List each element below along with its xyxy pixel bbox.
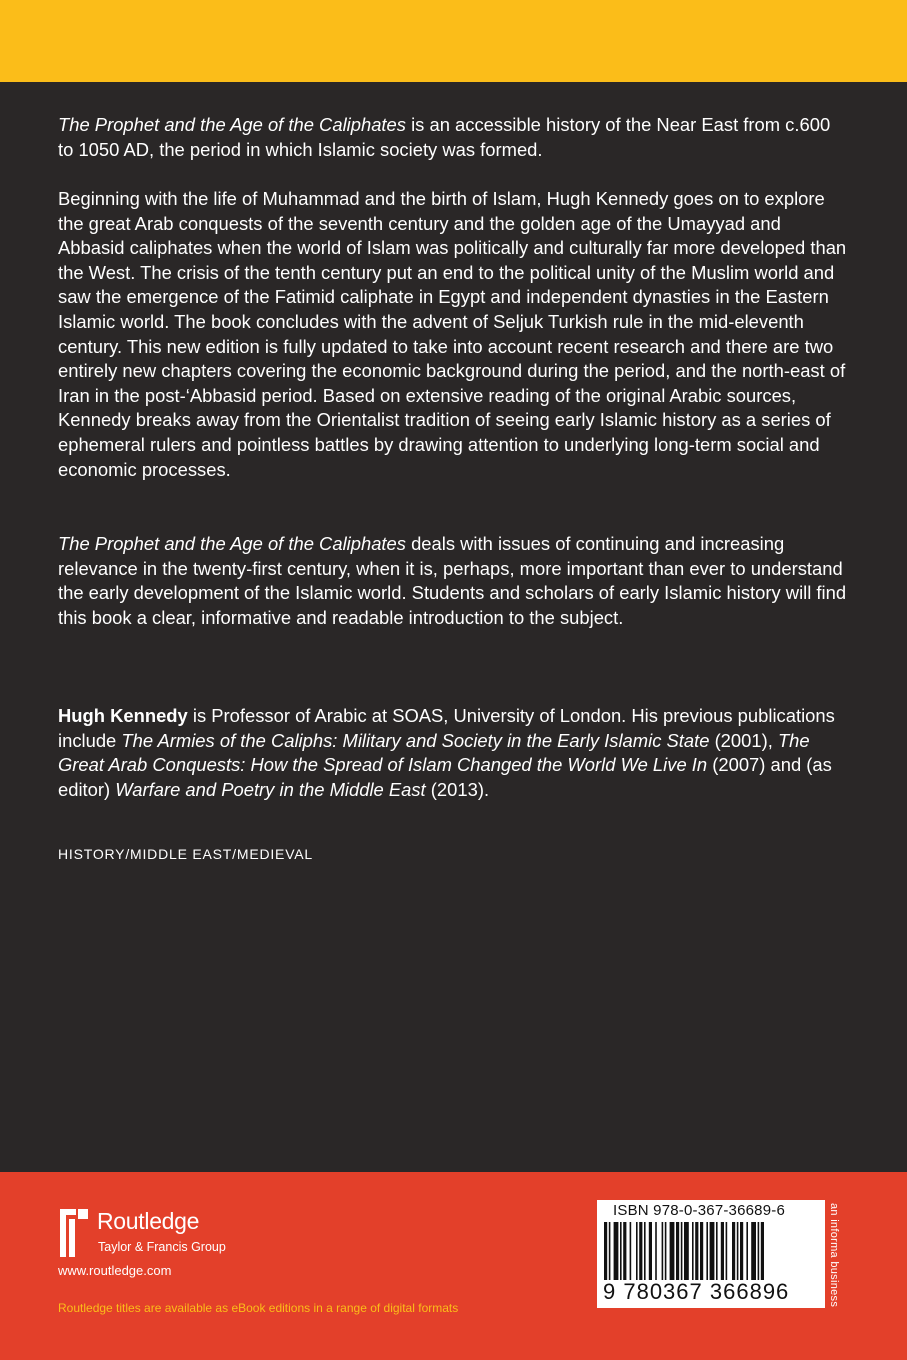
- book-title-italic: The Prophet and the Age of the Caliphates: [58, 533, 406, 554]
- isbn-label: ISBN 978-0-367-36689-6: [613, 1202, 786, 1219]
- bio-book-title: Warfare and Poetry in the Middle East: [115, 778, 426, 800]
- description-text: Beginning with the life of Muhammad and the birth of Islam, Hugh Kennedy goes on to explore the great Arab conquests of the seventh century and the golden age of the Umayyad and Abbasid caliphates when the world of Islam was politically and culturally far more developed than the West. The crisis of the tenth century put an end to the political unity of the Muslim world and saw the emergence of the Fatimid caliphate in Egypt and independent dynasties in the Eastern Islamic world. The book concludes with the advent of Seljuk Turkish rule in the mid-eleventh century. This new edition is fully updated to take into account recent research and there are two entirely new chapters covering the economic background during the period, and the north-east of Iran in the post-‘Abbasid period. Based on extensive reading of the original Arabic sources, Kennedy breaks away from the Orientalist tradition of seeing early Islamic history as a series of ephemeral rulers and pointless battles by drawing attention to underlying long-term social and economic processes.: [58, 188, 847, 480]
- author-bio: [58, 704, 848, 802]
- isbn-barcode-block: [597, 1200, 825, 1308]
- publisher-logo: [58, 1207, 233, 1259]
- ebook-note: Routledge titles are available as eBook editions in a range of digital formats: [58, 1301, 459, 1315]
- description-paragraph-1: [58, 113, 848, 162]
- publisher-name: Routledge: [97, 1208, 200, 1234]
- bio-book-title: The Great Arab Conquests: How the Spread of Islam Changed the World We Live In: [58, 729, 810, 776]
- description-text: deals with issues of continuing and increasing relevance in the twenty-first century, when it is, perhaps, more important than ever to understand the early development of the Islamic world. Students and scholars of early Islamic history will find this book a clear, informative and readable introduction to the subject.: [58, 533, 847, 628]
- informa-tagline: an informa business: [828, 1203, 840, 1308]
- routledge-logo-icon: [58, 1207, 90, 1259]
- author-name: Hugh Kennedy: [58, 705, 188, 726]
- bio-text: is Professor of Arabic at SOAS, University of London. His previous publications include: [58, 705, 835, 751]
- barcode-digits: 9 780367 366896: [601, 1280, 823, 1304]
- description-paragraph-2: [58, 187, 848, 482]
- bio-text: (2013).: [425, 778, 490, 800]
- top-color-band: [0, 0, 907, 82]
- bio-text: (2001),: [709, 729, 778, 751]
- bio-book-title: The Armies of the Caliphs: Military and Society in the Early Islamic State: [121, 729, 710, 751]
- publisher-url[interactable]: www.routledge.com: [58, 1263, 172, 1278]
- description-paragraph-3: [58, 532, 848, 630]
- bio-text: (2007) and (as editor): [58, 754, 832, 800]
- book-title-italic: The Prophet and the Age of the Caliphates: [58, 114, 406, 135]
- subject-category: HISTORY/MIDDLE EAST/MEDIEVAL: [58, 846, 314, 862]
- publisher-group: Taylor & Francis Group: [98, 1240, 226, 1254]
- description-text: is an accessible history of the Near East from c.600 to 1050 AD, the period in which Islamic society was formed.: [58, 114, 831, 160]
